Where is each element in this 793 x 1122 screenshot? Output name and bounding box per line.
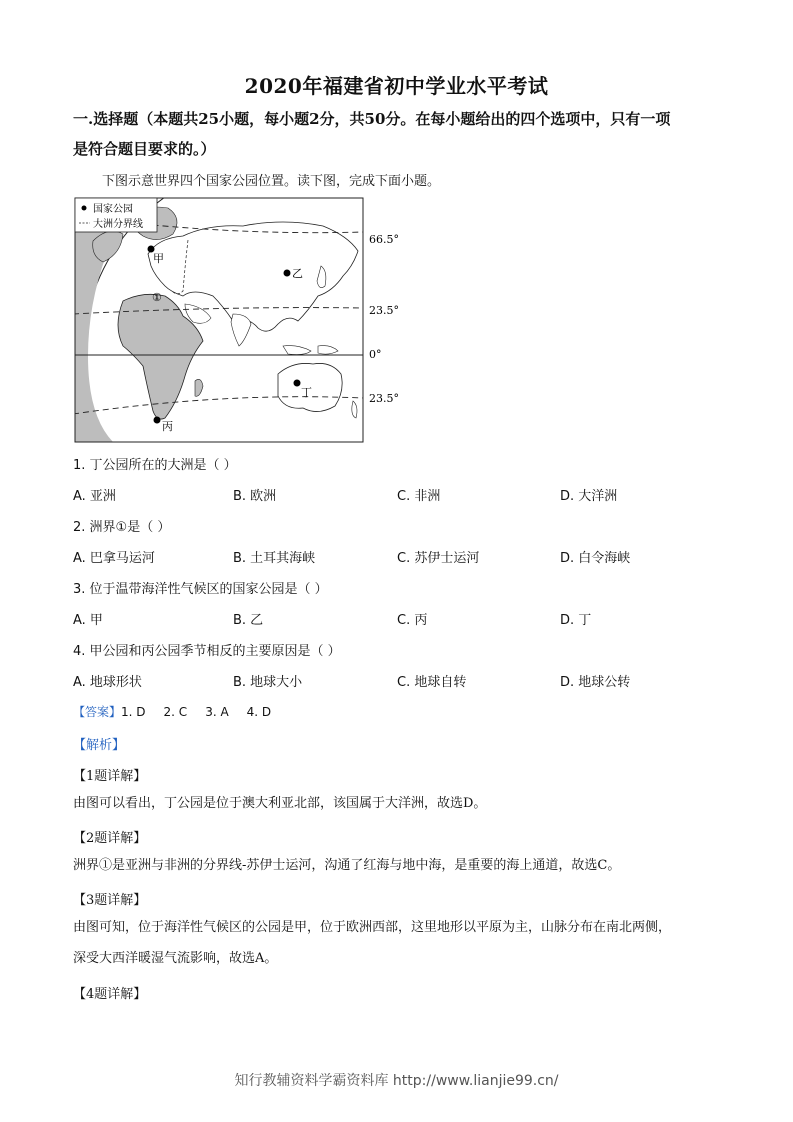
q4-option-b[interactable]: B. 地球大小 xyxy=(233,675,303,690)
world-map xyxy=(73,196,413,446)
park-bing-label: 丙 xyxy=(162,420,173,433)
page-title: 2020年福建省初中学业水平考试 xyxy=(244,74,549,98)
q4-option-c[interactable]: C. 地球自转 xyxy=(397,675,467,690)
answer-value-1: 1. D xyxy=(121,705,146,719)
q3-option-d[interactable]: D. 丁 xyxy=(560,613,592,628)
park-bing-dot xyxy=(154,417,161,424)
park-yi-dot xyxy=(284,270,291,277)
q3-option-b[interactable]: B. 乙 xyxy=(233,613,264,628)
q1-option-c[interactable]: C. 非洲 xyxy=(397,489,441,504)
lat-label-0: 0° xyxy=(369,348,382,361)
intro-text: 下图示意世界四个国家公园位置。读下图，完成下面小题。 xyxy=(102,174,441,189)
park-yi-label: 乙 xyxy=(292,267,303,280)
q1-option-d[interactable]: D. 大洋洲 xyxy=(560,489,618,504)
park-ding-dot xyxy=(294,380,301,387)
lat-label-66: 66.5° xyxy=(369,233,399,246)
park-jia-label: 甲 xyxy=(153,252,164,265)
question-1-options xyxy=(73,485,693,505)
world-map-figure xyxy=(73,196,413,446)
answer-label: 【答案】 xyxy=(73,705,122,719)
q4-option-a[interactable]: A. 地球形状 xyxy=(73,675,142,690)
q2-option-d[interactable]: D. 白令海峡 xyxy=(560,551,631,566)
detail-3-heading: 【3题详解】 xyxy=(73,893,147,908)
lat-label-23s: 23.5° xyxy=(369,392,399,405)
detail-1-heading: 【1题详解】 xyxy=(73,769,147,784)
detail-2-heading: 【2题详解】 xyxy=(73,831,147,846)
analysis-label: 【解析】 xyxy=(73,738,126,753)
detail-2-text: 洲界①是亚洲与非洲的分界线-苏伊士运河，沟通了红海与地中海，是重要的海上通道，故选C。 xyxy=(73,858,621,873)
q4-option-d[interactable]: D. 地球公转 xyxy=(560,675,631,690)
footer-watermark[interactable]: 知行教辅资料学霸资料库 http://www.lianjie99.cn/ xyxy=(234,1073,559,1089)
legend-boundary-label: 大洲分界线 xyxy=(93,219,143,230)
question-4: 4. 甲公园和丙公园季节相反的主要原因是（ ） xyxy=(73,644,341,659)
q3-option-c[interactable]: C. 丙 xyxy=(397,613,428,628)
question-2: 2. 洲界①是（ ） xyxy=(73,520,171,535)
boundary-marker-1: ① xyxy=(152,291,162,304)
answer-value-4: 4. D xyxy=(246,705,272,719)
legend-park-label: 国家公园 xyxy=(93,204,133,215)
lat-label-23n: 23.5° xyxy=(369,304,399,317)
question-3: 3. 位于温带海洋性气候区的国家公园是（ ） xyxy=(73,582,328,597)
answer-line xyxy=(73,703,271,720)
answer-value-3: 3. A xyxy=(205,705,229,719)
detail-1-text: 由图可以看出，丁公园是位于澳大利亚北部，该国属于大洋洲，故选D。 xyxy=(73,796,487,811)
q1-option-a[interactable]: A. 亚洲 xyxy=(73,489,116,504)
q1-option-b[interactable]: B. 欧洲 xyxy=(233,489,277,504)
section-heading-line1: 一.选择题（本题共25小题，每小题2分，共50分。在每小题给出的四个选项中，只有一项 xyxy=(73,110,671,128)
section-heading-line2: 是符合题目要求的。） xyxy=(73,140,216,158)
detail-4-heading: 【4题详解】 xyxy=(73,987,147,1002)
question-1: 1. 丁公园所在的大洲是（ ） xyxy=(73,458,237,473)
park-ding-label: 丁 xyxy=(301,386,312,399)
detail-3-text-line2: 深受大西洋暖湿气流影响，故选A。 xyxy=(73,951,278,966)
q2-option-b[interactable]: B. 土耳其海峡 xyxy=(233,551,316,566)
q3-option-a[interactable]: A. 甲 xyxy=(73,613,103,628)
question-3-options xyxy=(73,609,693,629)
answer-value-2: 2. C xyxy=(163,705,188,719)
question-4-options xyxy=(73,671,693,691)
question-2-options xyxy=(73,547,693,567)
q2-option-c[interactable]: C. 苏伊士运河 xyxy=(397,551,480,566)
q2-option-a[interactable]: A. 巴拿马运河 xyxy=(73,551,155,566)
legend-park-dot xyxy=(82,206,87,211)
detail-3-text-line1: 由图可知，位于海洋性气候区的公园是甲，位于欧洲西部，这里地形以平原为主，山脉分布在南北两侧， xyxy=(73,920,672,935)
